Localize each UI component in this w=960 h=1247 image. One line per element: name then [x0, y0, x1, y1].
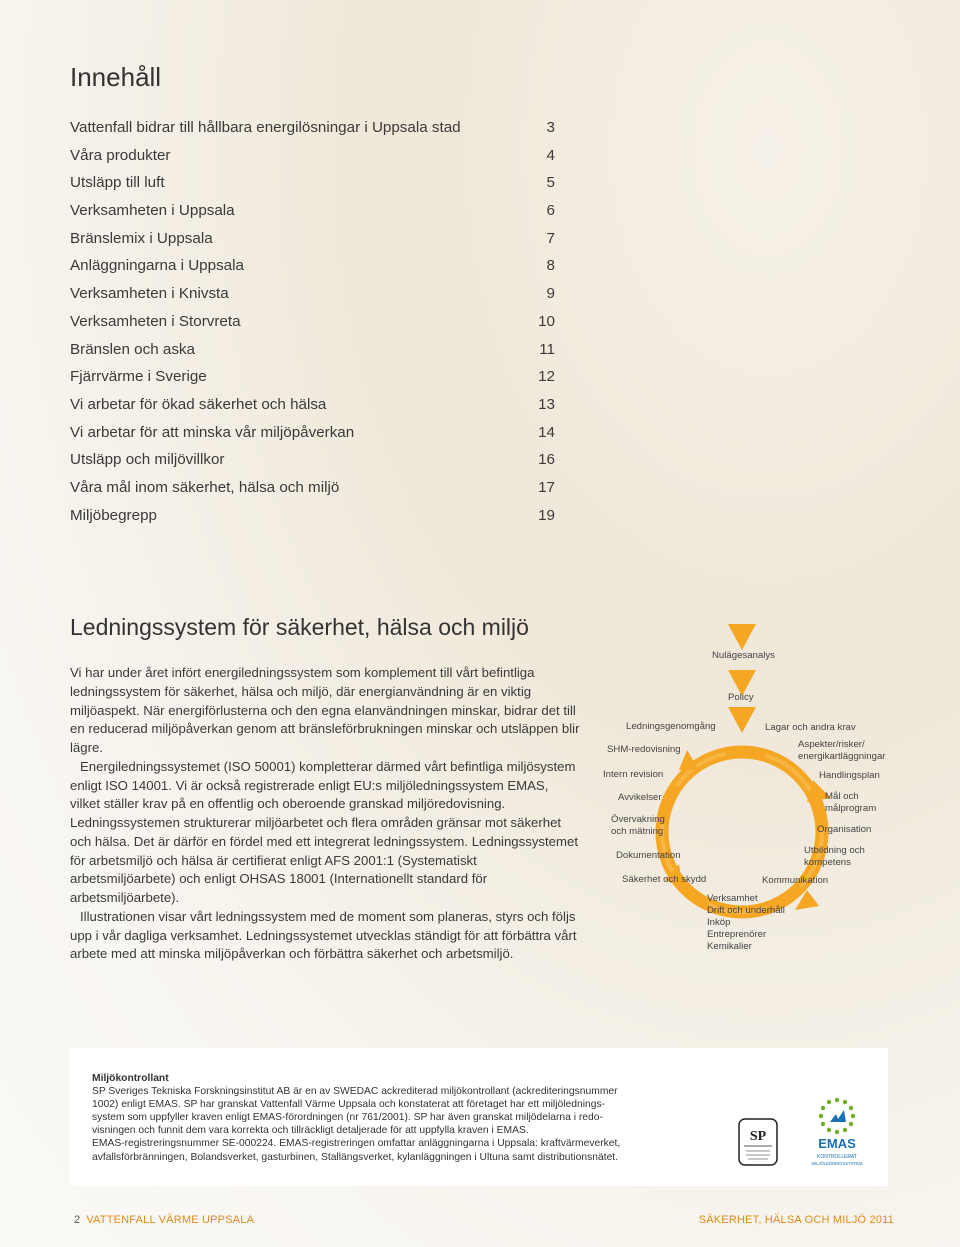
table-of-contents: [70, 114, 555, 529]
box-line: visningen och funnit dem vara korrekta och tillräckligt detaljerade för att uppfylla kraven i EMAS.: [92, 1125, 529, 1137]
toc-entry-label: Verksamheten i Uppsala: [70, 202, 235, 220]
toc-entry-page: 19: [538, 506, 555, 524]
label-handlingsplan: Handlingsplan: [819, 770, 880, 781]
toc-entry[interactable]: [70, 391, 555, 419]
arrow-down-icon: [728, 707, 756, 733]
toc-entry-page: 5: [546, 174, 555, 192]
toc-entry-label: Vi arbetar för att minska vår miljöpåverkan: [70, 423, 355, 441]
label-organisation: Organisation: [817, 824, 872, 835]
toc-entry[interactable]: [70, 363, 555, 391]
toc-entry[interactable]: [70, 308, 555, 336]
toc-entry-label: Vi arbetar för ökad säkerhet och hälsa: [70, 395, 327, 413]
label-dokumentation: Dokumentation: [616, 850, 681, 861]
label-intern: Intern revision: [603, 769, 664, 780]
toc-entry[interactable]: [70, 446, 555, 474]
label-energikartlaggningar: energikartläggningar: [798, 751, 886, 762]
toc-entry-page: 11: [539, 340, 555, 358]
footer-publisher: VATTENFALL VÄRME UPPSALA: [86, 1214, 255, 1226]
toc-entry[interactable]: [70, 502, 555, 530]
toc-entry[interactable]: [70, 114, 555, 142]
toc-entry[interactable]: [70, 474, 555, 502]
footer-left: [74, 1214, 254, 1226]
toc-entry[interactable]: [70, 225, 555, 253]
label-verksamhet: Verksamhet: [707, 893, 758, 904]
box-line: 1002) enligt EMAS. SP har granskat Vattenfall Värme Uppsala och konstaterat att företaget har ett miljölednings-: [92, 1099, 606, 1111]
label-overvakning: Övervakning: [611, 814, 665, 825]
toc-entry-page: 4: [546, 146, 555, 164]
emas-logo-sub2: MILJÖLEDNINGSSYSTEM: [811, 1161, 863, 1166]
label-drift: Drift och underhåll: [707, 905, 785, 916]
toc-entry-page: 13: [538, 395, 555, 413]
paragraph: Illustrationen visar vårt ledningssystem med de moment som planeras, styrs och följs upp i vår dagliga verksamhet. Ledningssystemet utvecklas ständigt för att förbättra vårt arbete med att minska miljöpåverkan och förbättra säkerhet och arbetsmiljö.: [70, 908, 577, 962]
toc-entry-page: 17: [538, 478, 555, 496]
emas-logo-sub1: KONTROLLERAT: [817, 1154, 857, 1160]
arrow-down-icon: [728, 624, 756, 650]
toc-entry-label: Miljöbegrepp: [70, 506, 157, 524]
toc-entry-label: Våra mål inom säkerhet, hälsa och miljö: [70, 478, 340, 496]
label-mal: Mål och: [825, 791, 859, 802]
toc-entry-label: Bränslemix i Uppsala: [70, 229, 213, 247]
label-avvikelser: Avvikelser: [618, 792, 662, 803]
label-sakerhet: Säkerhet och skydd: [622, 874, 707, 885]
toc-entry-label: Utsläpp till luft: [70, 174, 165, 192]
label-entreprenorer: Entreprenörer: [707, 929, 767, 940]
toc-entry-label: Bränslen och aska: [70, 340, 195, 358]
toc-entry[interactable]: [70, 419, 555, 447]
box-line: avfallsförbränningen, Bolandsverket, gasturbinen, Stallängsverket, kylanläggningen i Ultuna samt distributionsnätet.: [92, 1151, 619, 1163]
emas-logo-text: EMAS: [818, 1136, 856, 1151]
box-line: SP Sveriges Tekniska Forskningsinstitut AB är en av SWEDAC ackrediterad miljökontrollant (ackrediteringsnummer: [92, 1086, 618, 1098]
label-inkop: Inköp: [707, 917, 731, 928]
toc-entry-page: 14: [538, 423, 555, 441]
sp-certification-logo-icon: [738, 1118, 778, 1166]
toc-entry[interactable]: [70, 169, 555, 197]
page-number: 2: [74, 1214, 81, 1226]
toc-entry[interactable]: [70, 252, 555, 280]
label-aspekter: Aspekter/risker/: [798, 739, 865, 750]
section-title: Ledningssystem för säkerhet, hälsa och miljö: [70, 614, 529, 640]
label-malprogram: målprogram: [825, 803, 877, 814]
label-matning: och mätning: [611, 826, 664, 837]
label-kemikalier: Kemikalier: [707, 941, 752, 952]
label-ledningsgenomgang: Ledningsgenomgång: [626, 721, 716, 732]
toc-entry-page: 6: [546, 202, 555, 220]
toc-entry[interactable]: [70, 280, 555, 308]
toc-entry[interactable]: [70, 197, 555, 225]
toc-entry-label: Utsläpp och miljövillkor: [70, 451, 225, 469]
label-policy: Policy: [728, 692, 754, 703]
toc-entry-page: 8: [546, 257, 555, 275]
toc-entry-page: 7: [546, 229, 555, 247]
label-nulagesanalys: Nulägesanalys: [712, 650, 775, 661]
section-body: [70, 664, 580, 964]
label-kompetens: kompetens: [804, 857, 851, 868]
toc-entry-label: Våra produkter: [70, 146, 171, 164]
box-line: EMAS-registreringsnummer SE-000224. EMAS-registreringen omfattar anläggningarna i Uppsala: kraftvärmeverket,: [92, 1138, 621, 1150]
label-shm: SHM-redovisning: [607, 744, 681, 755]
paragraph: Energiledningssystemet (ISO 50001) kompletterar därmed vårt befintliga miljösystem enligt ISO 14001. Vi är också registrerade enligt EU:s miljöledningssystem EMAS, vilket ställer krav på en offentlig och oberoende granskad miljöredovisning. Ledningssystemen strukturerar miljöarbetet och flera områden gränsar mot säkerhet och hälsa. Det är därför en fördel med ett integrerat ledningssystem. Ledningssystemet för arbetsmiljö och hälsa är certifierat enligt AFS 2001:1 (Systematiskt arbetsmiljöarbete) och enligt OHSAS 18001 (Internationellt standard för arbetsmiljöarbete).: [70, 758, 578, 905]
toc-entry[interactable]: [70, 336, 555, 364]
toc-entry-page: 12: [538, 368, 555, 386]
toc-entry-label: Anläggningarna i Uppsala: [70, 257, 244, 275]
toc-entry-page: 3: [546, 119, 555, 136]
label-utbildning: Utbildning och: [804, 845, 865, 856]
management-system-diagram: [595, 620, 905, 960]
label-lagar: Lagar och andra krav: [765, 722, 856, 733]
sp-logo-text: SP: [749, 1129, 767, 1144]
toc-title: Innehåll: [70, 62, 162, 92]
miljokontrollant-box: [70, 1048, 888, 1186]
paragraph: Vi har under året infört energiledningssystem som komplement till vårt befintliga ledningssystem för säkerhet, hälsa och miljö, där energianvändning är en viktig miljöaspekt. När energiförlusterna och den egna elanvändningen minskar, bidrar det till en reducerad miljöpåverkan genom att bränsleförbrukningen minskar och utsläppen blir lägre.: [70, 665, 580, 755]
box-heading: Miljökontrollant: [92, 1073, 169, 1084]
emas-logo-icon: [808, 1092, 866, 1170]
footer-right: SÄKERHET, HÄLSA OCH MILJÖ 2011: [698, 1214, 894, 1226]
toc-entry-page: 9: [546, 285, 555, 303]
toc-entry-label: Verksamheten i Knivsta: [70, 285, 229, 303]
box-text: [92, 1072, 692, 1164]
label-kommunikation: Kommunikation: [762, 875, 829, 886]
toc-entry-label: Verksamheten i Storvreta: [70, 312, 241, 330]
toc-entry-page: 16: [538, 451, 555, 469]
toc-entry[interactable]: [70, 142, 555, 170]
toc-entry-page: 10: [538, 312, 555, 330]
toc-entry-label: Vattenfall bidrar till hållbara energilösningar i Uppsala stad: [70, 119, 461, 136]
toc-entry-label: Fjärrvärme i Sverige: [70, 368, 207, 386]
box-line: system som uppfyller kraven enligt EMAS-förordningen (nr 761/2001). SP har även granskat miljödelarna i redo-: [92, 1112, 603, 1124]
